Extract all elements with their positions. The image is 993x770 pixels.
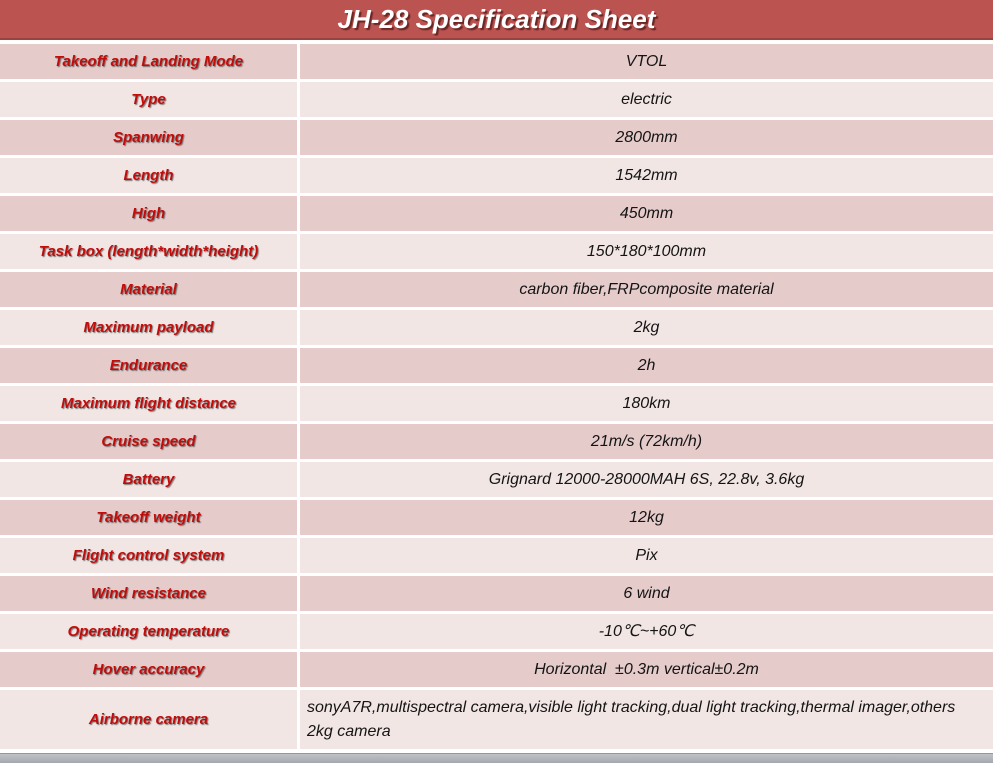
table-row: [0, 386, 993, 421]
table-row: [0, 348, 993, 383]
spec-label: Cruise speed: [0, 424, 297, 459]
spec-value: 6 wind: [300, 576, 993, 611]
table-row: [0, 614, 993, 649]
spec-value: 150*180*100mm: [300, 234, 993, 269]
spec-value: VTOL: [300, 44, 993, 79]
spec-label: Endurance: [0, 348, 297, 383]
spec-label: Takeoff weight: [0, 500, 297, 535]
spec-label: Type: [0, 82, 297, 117]
spec-value: 2kg: [300, 310, 993, 345]
spec-value: -10℃~+60℃: [300, 614, 993, 649]
spec-value: 21m/s (72km/h): [300, 424, 993, 459]
spec-label: Takeoff and Landing Mode: [0, 44, 297, 79]
spec-label: Battery: [0, 462, 297, 497]
table-row: [0, 500, 993, 535]
spec-value: Horizontal ±0.3m vertical±0.2m: [300, 652, 993, 687]
table-row: [0, 158, 993, 193]
table-row: [0, 424, 993, 459]
table-row: [0, 652, 993, 687]
table-row: [0, 690, 993, 749]
spec-label: High: [0, 196, 297, 231]
spec-label: Operating temperature: [0, 614, 297, 649]
spec-label: Length: [0, 158, 297, 193]
table-row: [0, 196, 993, 231]
spec-label: Hover accuracy: [0, 652, 297, 687]
spec-label: Task box (length*width*height): [0, 234, 297, 269]
table-row: [0, 44, 993, 79]
table-row: [0, 234, 993, 269]
spec-label: Maximum flight distance: [0, 386, 297, 421]
spec-value: 450mm: [300, 196, 993, 231]
spec-value: 180km: [300, 386, 993, 421]
sheet-header: [0, 0, 993, 40]
spec-label: Material: [0, 272, 297, 307]
spec-value: 2h: [300, 348, 993, 383]
spec-value: Pix: [300, 538, 993, 573]
table-row: [0, 310, 993, 345]
table-row: [0, 538, 993, 573]
spec-label: Wind resistance: [0, 576, 297, 611]
spec-value: 2800mm: [300, 120, 993, 155]
spec-value: electric: [300, 82, 993, 117]
table-row: [0, 576, 993, 611]
table-row: [0, 82, 993, 117]
spec-value: Grignard 12000-28000MAH 6S, 22.8v, 3.6kg: [300, 462, 993, 497]
spec-label: Maximum payload: [0, 310, 297, 345]
table-row: [0, 120, 993, 155]
spec-value: sonyA7R,multispectral camera,visible light tracking,dual light tracking,thermal imager,others 2kg camera: [300, 690, 993, 749]
spec-value: 1542mm: [300, 158, 993, 193]
bottom-bar: [0, 753, 993, 763]
spec-value: 12kg: [300, 500, 993, 535]
spec-label: Spanwing: [0, 120, 297, 155]
spec-label: Flight control system: [0, 538, 297, 573]
table-row: [0, 272, 993, 307]
spec-value: carbon fiber,FRPcomposite material: [300, 272, 993, 307]
spec-table: [0, 44, 993, 752]
table-row: [0, 462, 993, 497]
page-title: JH-28 Specification Sheet: [337, 3, 656, 34]
spec-label: Airborne camera: [0, 690, 297, 749]
